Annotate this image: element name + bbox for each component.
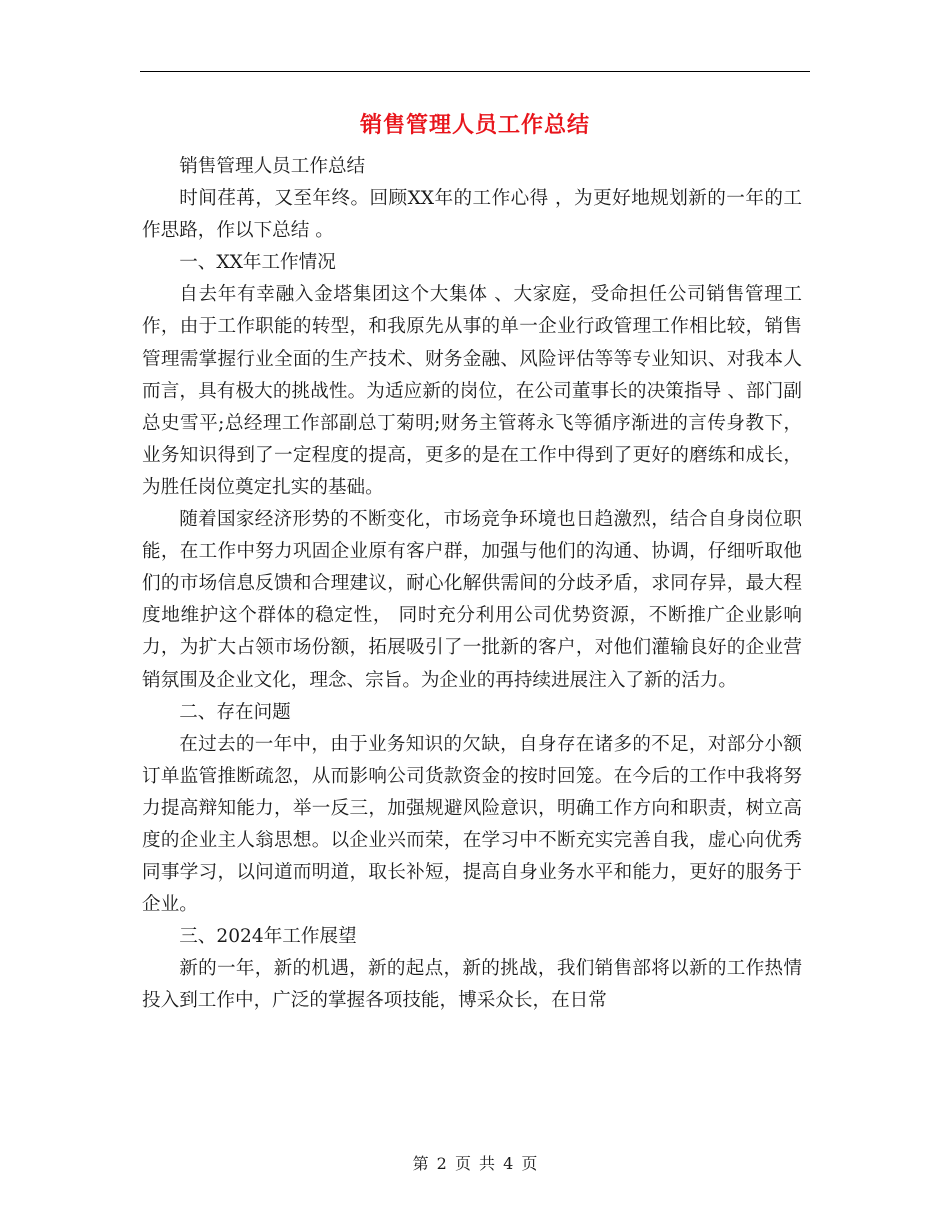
document-title: 销售管理人员工作总结 [359, 112, 590, 138]
section-heading-3: 三、2024年工作展望 [179, 926, 357, 948]
document-body [142, 151, 802, 1018]
paragraph-work-2: 随着国家经济形势的不断变化，市场竞争环境也日趋激烈，结合自身岗位职能，在工作中努力巩固企业原有客户群，加强与他们的沟通、协调，仔细听取他们的市场信息反馈和合理建议，耐心化解供需间的分歧矛盾，求同存异，最大程度地维护这个群体的稳定性， 同时充分利用公司优势资源，不断推广企业影响力，为扩大占领市场份额，拓展吸引了一批新的客户，对他们灌输良好的企业营销氛围及企业文化，理念、宗旨。为企业的再持续进展注入了新的活力。 [142, 509, 802, 691]
section-heading-2: 二、存在问题 [179, 701, 291, 723]
paragraph-outlook: 新的一年，新的机遇，新的起点，新的挑战，我们销售部将以新的工作热情投入到工作中，广泛的掌握各项技能，博采众长，在日常 [142, 958, 802, 1012]
section-heading-1: 一、XX年工作情况 [179, 252, 336, 274]
paragraph-problems: 在过去的一年中，由于业务知识的欠缺，自身存在诸多的不足，对部分小额订单监管推断疏忽，从而影响公司货款资金的按时回笼。在今后的工作中我将努力提高辩知能力，举一反三，加强规避风险意识，明确工作方向和职责，树立高度的企业主人翁思想。以企业兴而荣，在学习中不断充实完善自我，虚心向优秀同事学习，以问道而明道，取长补短，提高自身业务水平和能力，更好的服务于企业。 [142, 733, 802, 916]
page-number: 第 2 页 共 4 页 [412, 1154, 538, 1173]
paragraph-work-1: 自去年有幸融入金塔集团这个大集体 、大家庭，受命担任公司销售管理工作，由于工作职能的转型，和我原先从事的单一企业行政管理工作相比较，销售管理需掌握行业全面的生产技术、财务金融、风险评估等等专业知识、对我本人而言，具有极大的挑战性。为适应新的岗位，在公司董事长的决策指导 、部门副总史雪平;总经理工作部副总丁菊明;财务主管蒋永飞等循序渐进的言传身教下，业务知识得到了一定程度的提高，更多的是在工作中得到了更好的磨练和成长，为胜任岗位奠定扎实的基础。 [142, 284, 802, 498]
paragraph-subtitle: 销售管理人员工作总结 [179, 156, 366, 177]
paragraph-intro: 时间荏苒，又至年终。回顾XX年的工作心得 ，为更好地规划新的一年的工作思路，作以下总结 。 [142, 188, 802, 242]
header-rule [140, 71, 810, 72]
